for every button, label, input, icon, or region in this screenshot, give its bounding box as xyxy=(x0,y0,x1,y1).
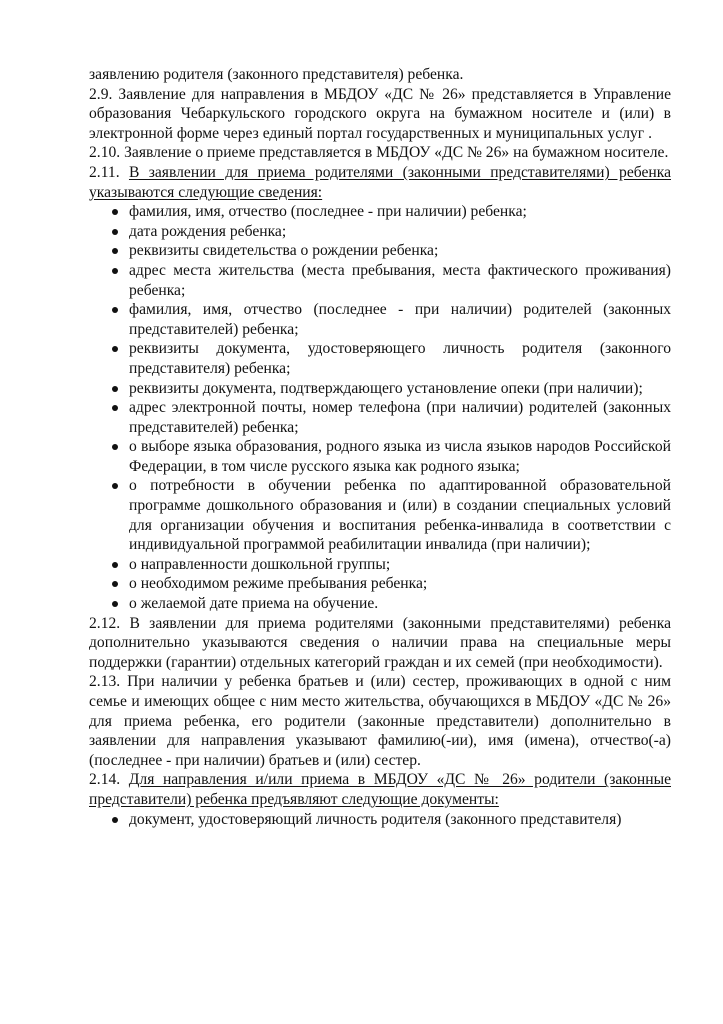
list-item: о потребности в обучении ребенка по адаптированной образовательной программе дошкольного образования и (или) в создании специальных условий для организации обучения и воспитания ребенка-инвалида в соответствии с индивидуальной программой реабилитации инвалида (при наличии); xyxy=(129,477,671,554)
list-item: реквизиты документа, подтверждающего установление опеки (при наличии); xyxy=(129,379,671,399)
list-item: реквизиты документа, удостоверяющего личность родителя (законного представителя) ребенка; xyxy=(129,340,671,377)
list-item: дата рождения ребенка; xyxy=(129,222,671,242)
list-item: фамилия, имя, отчество (последнее - при наличии) ребенка; xyxy=(129,202,671,222)
list-item: реквизиты свидетельства о рождении ребенка; xyxy=(129,241,671,261)
list-2-14 xyxy=(89,810,671,830)
list-item: о выборе языка образования, родного языка из числа языков народов Российской Федерации, в том числе русского языка как родного языка; xyxy=(129,438,671,475)
paragraph-2-12: 2.12. В заявлении для приема родителями (законными представителями) ребенка дополнительно указываются сведения о наличии права на специальные меры поддержки (гарантии) отдельных категорий граждан и их семей (при необходимости). xyxy=(89,614,671,671)
paragraph-2-9: 2.9. Заявление для направления в МБДОУ «ДС № 26» представляется в Управление образования Чебаркульского городского округа на бумажном носителе и (или) в электронной форме через единый портал государственных и муниципальных услуг . xyxy=(89,85,671,142)
list-2-11 xyxy=(89,202,671,613)
list-item: о направленности дошкольной группы; xyxy=(129,555,671,575)
paragraph-intro: заявлению родителя (законного представителя) ребенка. xyxy=(89,66,464,83)
list-item: адрес электронной почты, номер телефона (при наличии) родителей (законных представителей) ребенка; xyxy=(129,399,671,436)
underlined-heading: Для направления и/или приема в МБДОУ «ДС № 26» родители (законные представители) ребенка предъявляют следующие документы: xyxy=(89,771,671,808)
paragraph-2-11 xyxy=(89,163,671,202)
list-item: фамилия, имя, отчество (последнее - при наличии) родителей (законных представителей) ребенка; xyxy=(129,301,671,338)
underlined-heading: В заявлении для приема родителями (законными представителями) ребенка указываются следующие сведения: xyxy=(89,163,671,201)
paragraph-2-13: 2.13. При наличии у ребенка братьев и (или) сестер, проживающих в одной с ним семье и имеющих общее с ним место жительства, обучающихся в МБДОУ «ДС № 26» для приема ребенка, его родители (законные представители) дополнительно в заявлении для направления указывают фамилию(-ии), имя (имена), отчество(-а) (последнее - при наличии) братьев и (или) сестер. xyxy=(89,673,671,769)
paragraph-2-14 xyxy=(89,770,671,809)
list-item: документ, удостоверяющий личность родителя (законного представителя) xyxy=(129,810,671,830)
clause-number: 2.14. xyxy=(89,771,129,789)
paragraph-2-10: 2.10. Заявление о приеме представляется в МБДОУ «ДС № 26» на бумажном носителе. xyxy=(89,144,669,162)
list-item: о необходимом режиме пребывания ребенка; xyxy=(129,574,671,594)
clause-number: 2.11. xyxy=(89,163,129,181)
list-item: о желаемой дате приема на обучение. xyxy=(129,594,671,614)
list-item: адрес места жительства (места пребывания, места фактического проживания) ребенка; xyxy=(129,261,671,299)
